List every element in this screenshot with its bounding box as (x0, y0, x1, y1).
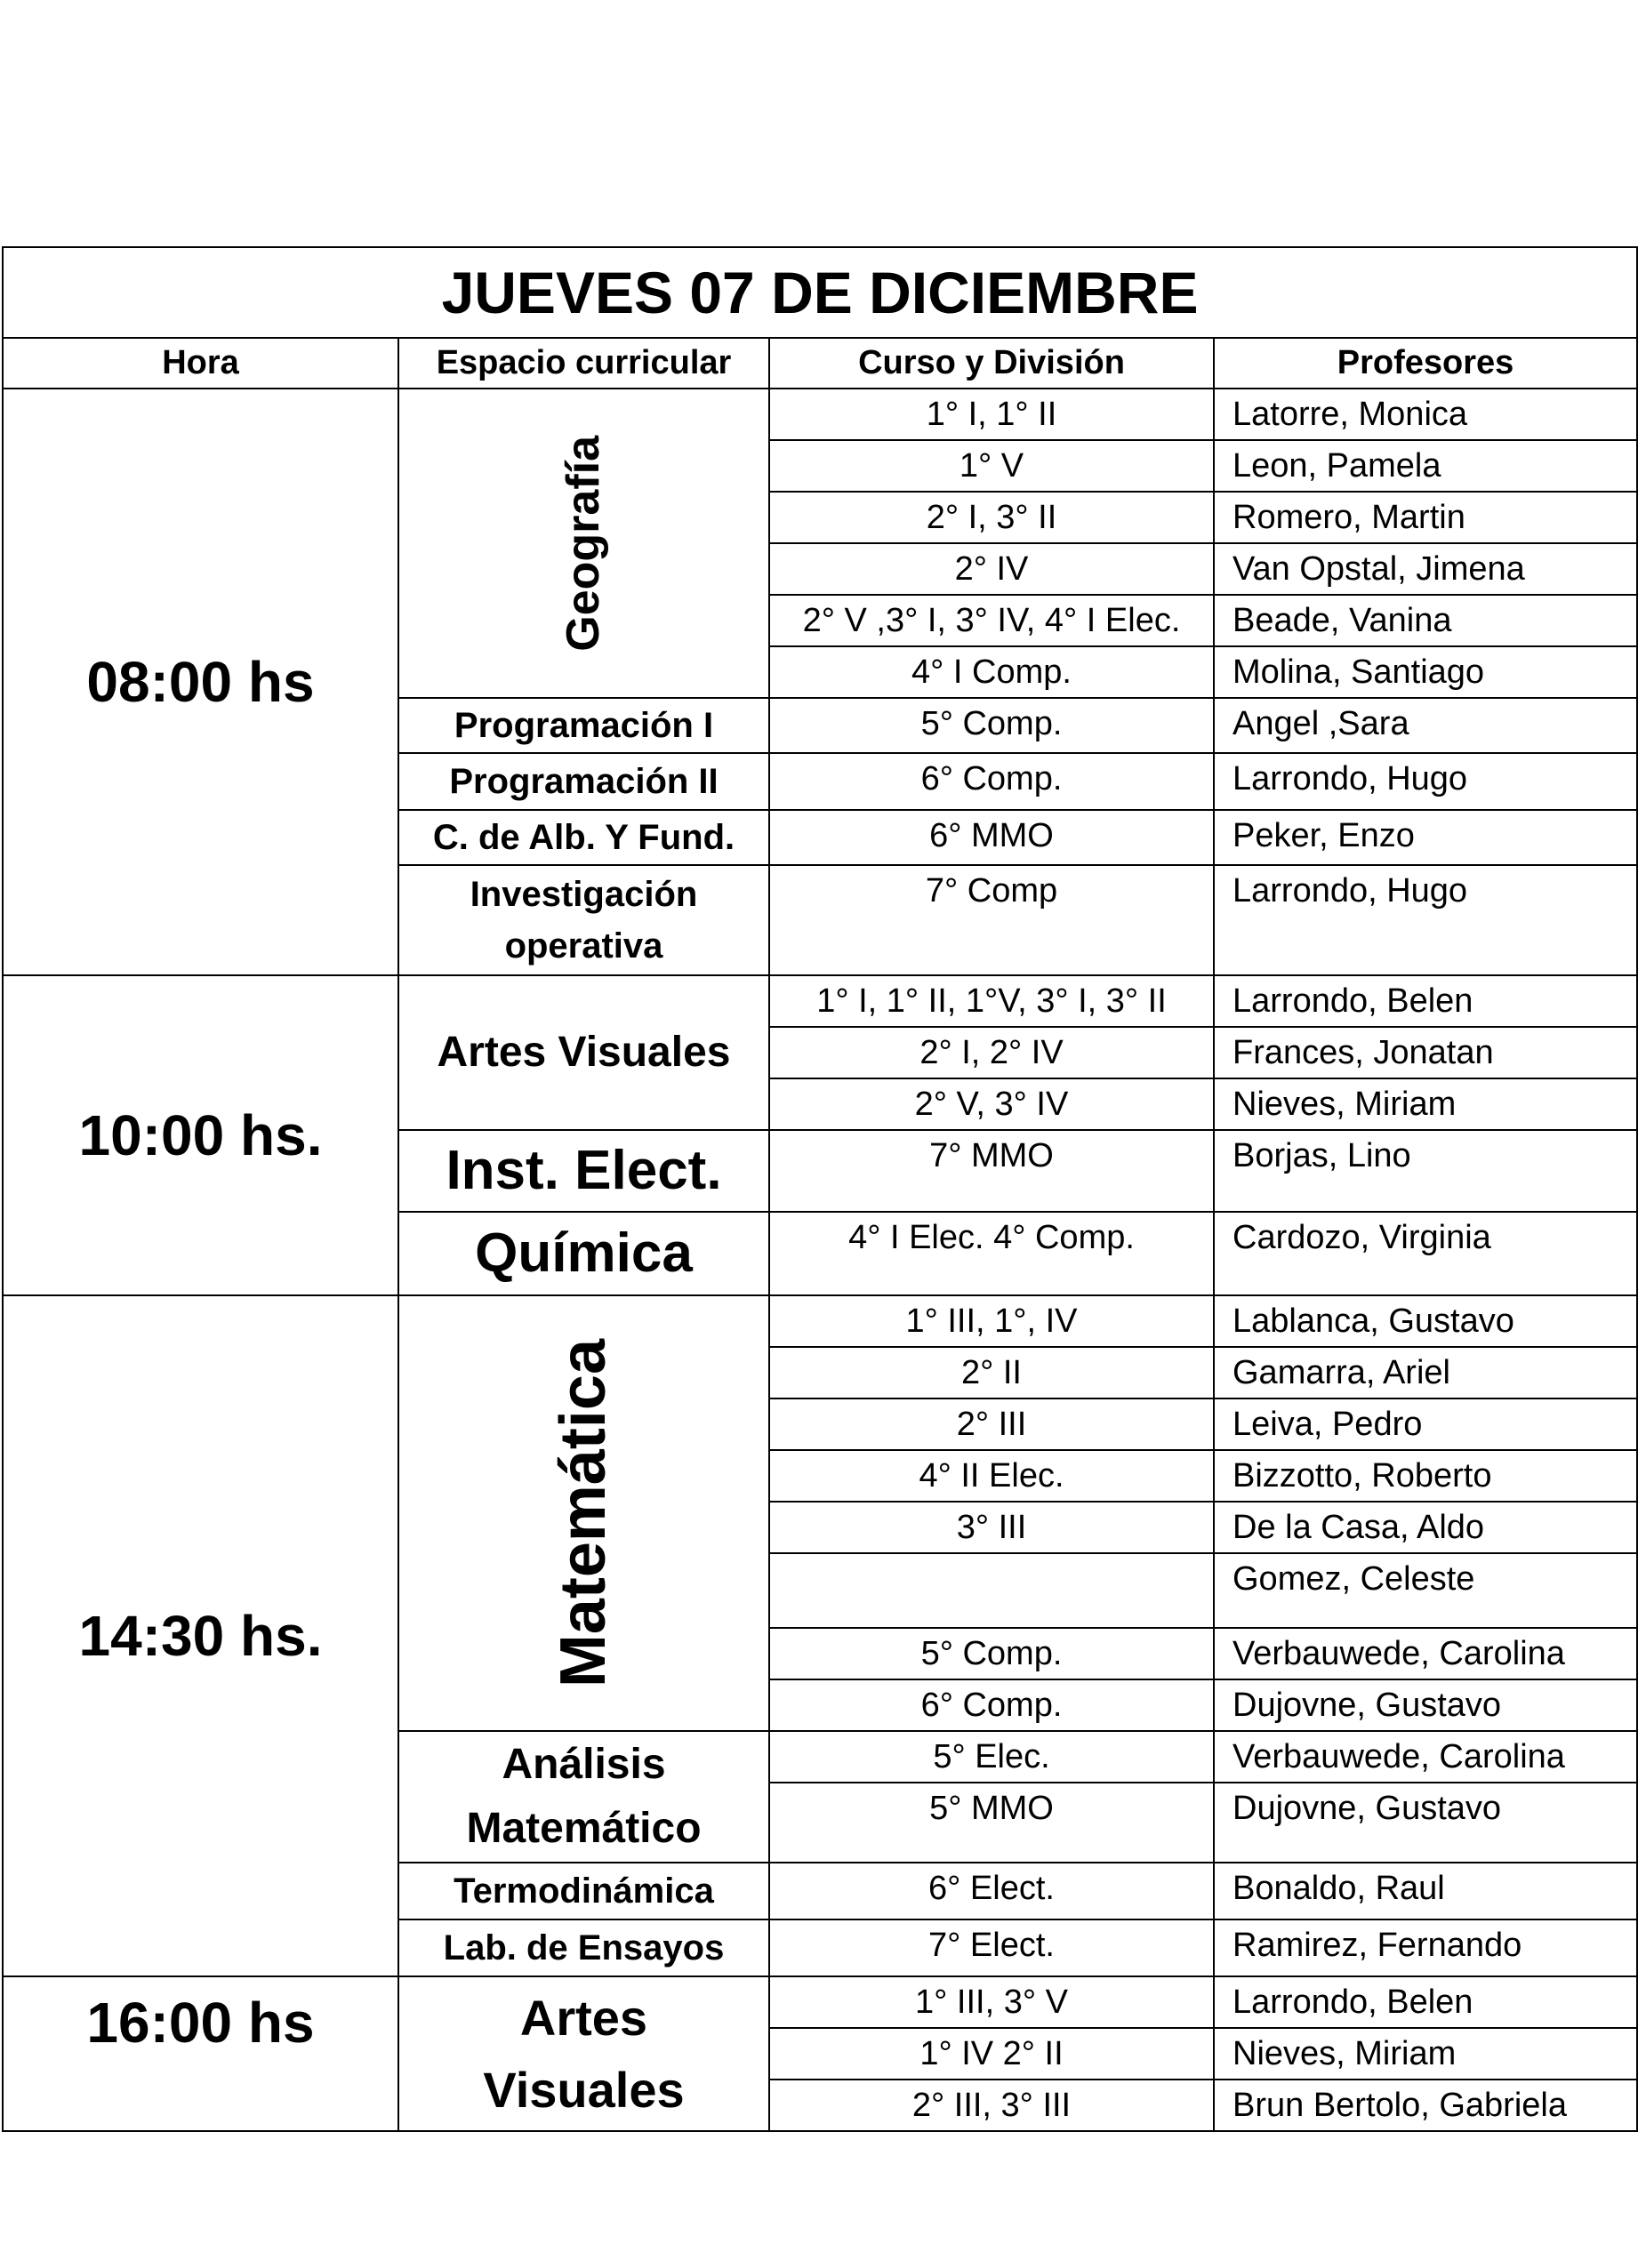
materia-geografia (398, 389, 769, 698)
materia-lab-ensayos: Lab. de Ensayos (398, 1919, 769, 1976)
profesor-cell: Beade, Vanina (1214, 595, 1637, 646)
exam-schedule-table (2, 246, 1638, 2132)
header-curso-division: Curso y División (769, 338, 1214, 389)
curso-cell: 2° V ,3° I, 3° IV, 4° I Elec. (769, 595, 1214, 646)
profesor-cell: Leon, Pamela (1214, 440, 1637, 492)
materia-calb-fund: C. de Alb. Y Fund. (398, 810, 769, 865)
curso-cell: 2° I, 3° II (769, 492, 1214, 543)
profesor-cell: Brun Bertolo, Gabriela (1214, 2080, 1637, 2131)
curso-cell (769, 1553, 1214, 1628)
profesor-cell: Gomez, Celeste (1214, 1553, 1637, 1628)
curso-cell: 6° Elect. (769, 1863, 1214, 1919)
curso-cell: 1° III, 1°, IV (769, 1295, 1214, 1347)
profesor-cell: Larrondo, Hugo (1214, 753, 1637, 810)
profesor-cell: Molina, Santiago (1214, 646, 1637, 698)
profesor-cell: Ramirez, Fernando (1214, 1919, 1637, 1976)
curso-cell: 7° Elect. (769, 1919, 1214, 1976)
curso-cell: 7° MMO (769, 1130, 1214, 1212)
profesor-cell: Leiva, Pedro (1214, 1398, 1637, 1450)
curso-cell: 2° II (769, 1347, 1214, 1398)
profesor-cell: Verbauwede, Carolina (1214, 1628, 1637, 1679)
curso-cell: 6° MMO (769, 810, 1214, 865)
profesor-cell: Angel ,Sara (1214, 698, 1637, 753)
curso-cell: 2° I, 2° IV (769, 1027, 1214, 1078)
materia-programacion-2: Programación II (398, 753, 769, 810)
materia-artes-visuales: Artes Visuales (398, 975, 769, 1130)
curso-cell: 1° I, 1° II, 1°V, 3° I, 3° II (769, 975, 1214, 1027)
profesor-cell: Gamarra, Ariel (1214, 1347, 1637, 1398)
curso-cell: 7° Comp (769, 865, 1214, 975)
header-profesores: Profesores (1214, 338, 1637, 389)
profesor-cell: Larrondo, Belen (1214, 975, 1637, 1027)
profesor-cell: Peker, Enzo (1214, 810, 1637, 865)
curso-cell: 6° Comp. (769, 753, 1214, 810)
curso-cell: 5° Comp. (769, 1628, 1214, 1679)
profesor-cell: Lablanca, Gustavo (1214, 1295, 1637, 1347)
curso-cell: 5° Elec. (769, 1731, 1214, 1783)
profesor-cell: Nieves, Miriam (1214, 2028, 1637, 2080)
header-hora: Hora (3, 338, 398, 389)
profesor-cell: Larrondo, Hugo (1214, 865, 1637, 975)
profesor-cell: Van Opstal, Jimena (1214, 543, 1637, 595)
curso-cell: 4° I Comp. (769, 646, 1214, 698)
curso-cell: 5° Comp. (769, 698, 1214, 753)
materia-matematica-label: Matemática (548, 1338, 620, 1688)
curso-cell: 2° III, 3° III (769, 2080, 1214, 2131)
profesor-cell: Latorre, Monica (1214, 389, 1637, 440)
profesor-cell: Bonaldo, Raul (1214, 1863, 1637, 1919)
profesor-cell: Larrondo, Belen (1214, 1976, 1637, 2028)
profesor-cell: Cardozo, Virginia (1214, 1212, 1637, 1295)
profesor-cell: Frances, Jonatan (1214, 1027, 1637, 1078)
profesor-cell: De la Casa, Aldo (1214, 1502, 1637, 1553)
materia-investigacion-operativa: Investigación operativa (398, 865, 769, 975)
profesor-cell: Borjas, Lino (1214, 1130, 1637, 1212)
materia-programacion-1: Programación I (398, 698, 769, 753)
materia-geografia-label: Geografía (557, 435, 609, 652)
hora-1430: 14:30 hs. (3, 1295, 398, 1976)
profesor-cell: Nieves, Miriam (1214, 1078, 1637, 1130)
profesor-cell: Bizzotto, Roberto (1214, 1450, 1637, 1502)
materia-analisis-matematico: Análisis Matemático (398, 1731, 769, 1863)
curso-cell: 4° I Elec. 4° Comp. (769, 1212, 1214, 1295)
materia-matematica (398, 1295, 769, 1731)
profesor-cell: Romero, Martin (1214, 492, 1637, 543)
materia-quimica: Química (398, 1212, 769, 1295)
materia-termodinamica: Termodinámica (398, 1863, 769, 1919)
hora-1600: 16:00 hs (3, 1976, 398, 2131)
profesor-cell: Dujovne, Gustavo (1214, 1679, 1637, 1731)
schedule-title: JUEVES 07 DE DICIEMBRE (3, 247, 1637, 338)
profesor-cell: Verbauwede, Carolina (1214, 1731, 1637, 1783)
curso-cell: 1° V (769, 440, 1214, 492)
hora-0800: 08:00 hs (3, 389, 398, 975)
curso-cell: 2° V, 3° IV (769, 1078, 1214, 1130)
curso-cell: 4° II Elec. (769, 1450, 1214, 1502)
curso-cell: 6° Comp. (769, 1679, 1214, 1731)
curso-cell: 2° IV (769, 543, 1214, 595)
hora-1000: 10:00 hs. (3, 975, 398, 1295)
header-espacio-curricular: Espacio curricular (398, 338, 769, 389)
curso-cell: 1° IV 2° II (769, 2028, 1214, 2080)
curso-cell: 5° MMO (769, 1783, 1214, 1863)
curso-cell: 1° III, 3° V (769, 1976, 1214, 2028)
curso-cell: 2° III (769, 1398, 1214, 1450)
curso-cell: 1° I, 1° II (769, 389, 1214, 440)
curso-cell: 3° III (769, 1502, 1214, 1553)
materia-artes-visuales-2: Artes Visuales (398, 1976, 769, 2131)
materia-inst-elect: Inst. Elect. (398, 1130, 769, 1212)
profesor-cell: Dujovne, Gustavo (1214, 1783, 1637, 1863)
